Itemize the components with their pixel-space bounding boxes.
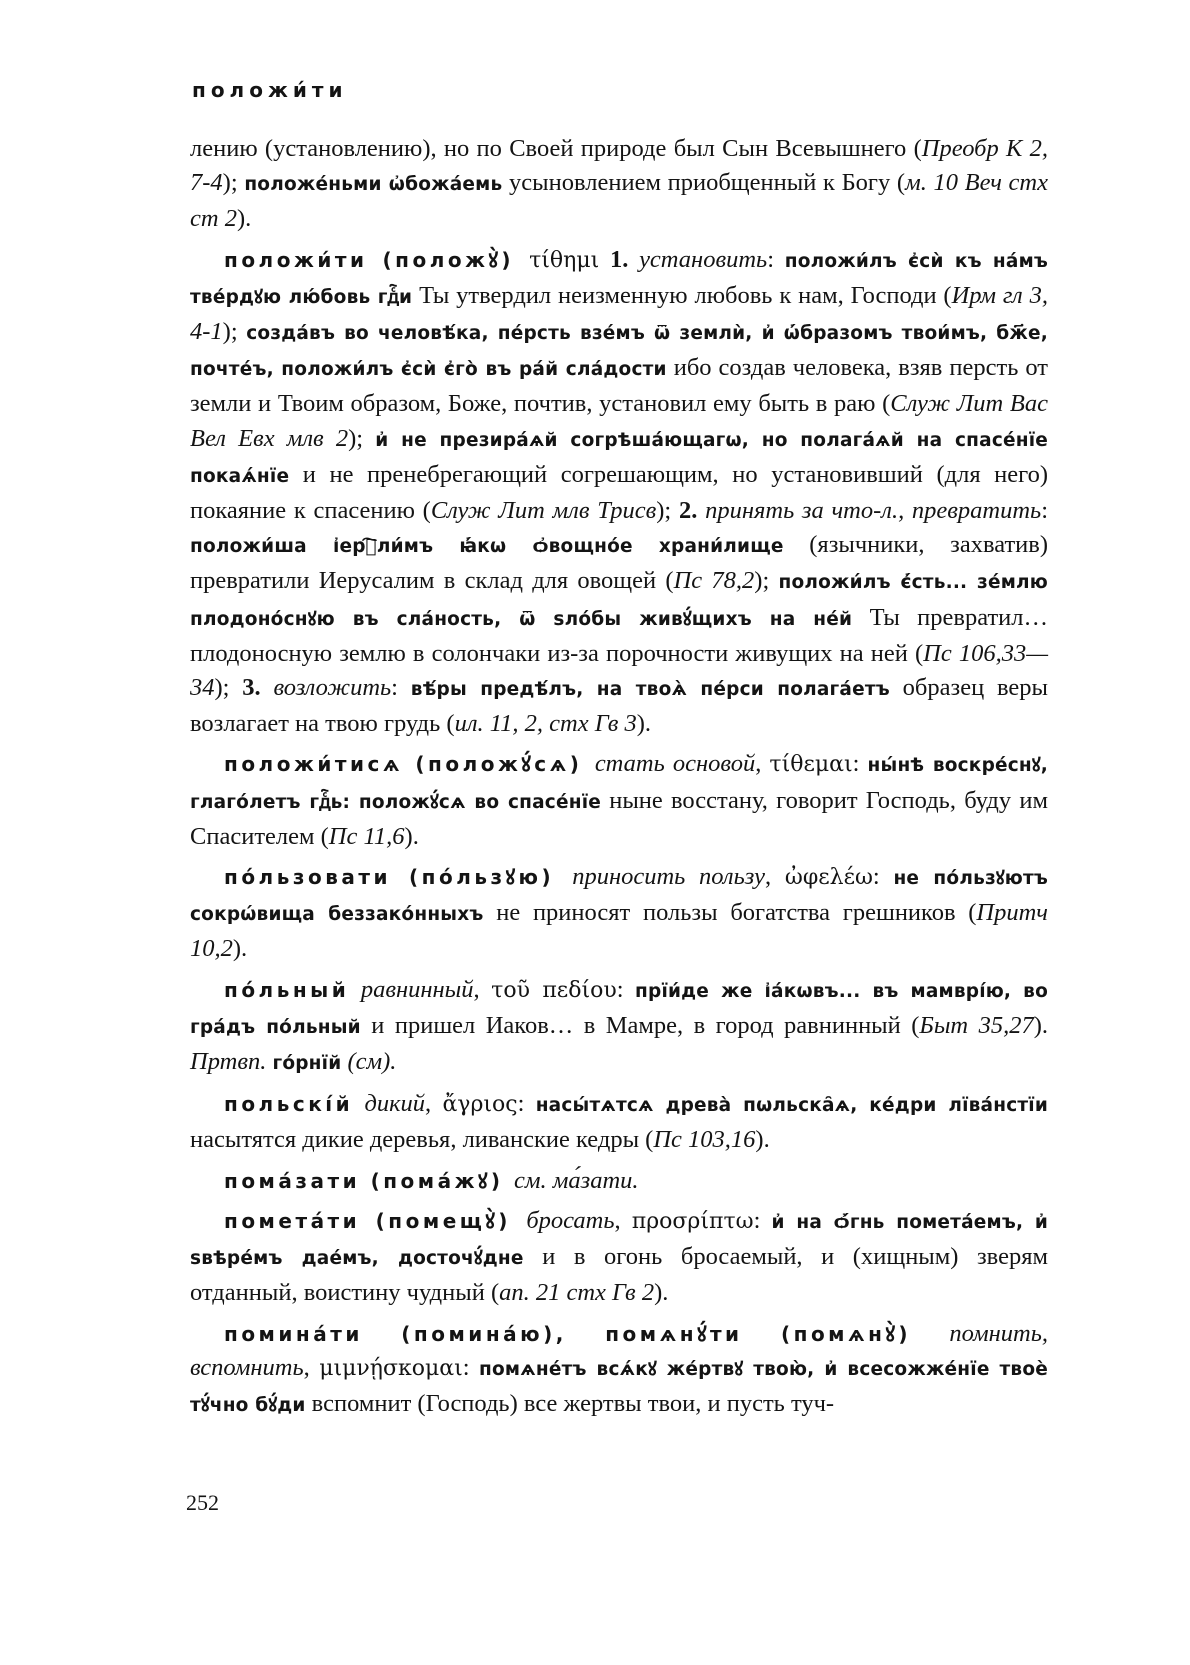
punctuation: : — [1041, 497, 1049, 525]
translation-text: не приносят пользы богатства грешников ( — [483, 899, 977, 927]
church-slavonic-quote: го́рнїй — [272, 1053, 342, 1075]
sense-meaning: помнить, вспомнить — [190, 1319, 1048, 1381]
translation-text: вспомнит (Господь) все жертвы твои, и пусть туч- — [305, 1389, 835, 1417]
headword: по́льный — [224, 977, 350, 1002]
church-slavonic-quote: и҆ не презира́ѧй согрѣша́ющагѡ, но полага́ѧй на спасе́нїе покаѧ́нїе — [190, 429, 1049, 487]
cross-reference: (см). — [347, 1048, 397, 1076]
translation-text: усыновлением приобщенный к Богу ( — [502, 169, 906, 197]
punctuation: : — [517, 1090, 536, 1118]
translation-text: Ты превратил… плодоносную землю в солончаки из-за порочности живущих на ней ( — [190, 603, 1049, 667]
translation-text: и пришел Иаков… в Мамре, в город равнинный ( — [360, 1011, 920, 1039]
punctuation: : — [391, 674, 411, 702]
translation-text: и не пренебрегающий согрешающим, но установивший (для него) покаяние к спасению ( — [190, 460, 1048, 525]
punctuation: : — [872, 863, 894, 891]
church-slavonic-quote: положи́лъ є҆сѝ къ на́мъ тве́рдꙋю лю́бовь гдⷭ҇и — [190, 250, 1049, 308]
source-reference: Служ Лит Вас Вел Евх млв 2 — [190, 390, 1048, 452]
greek-equivalent: μιμνῄσκομαι — [319, 1355, 463, 1381]
church-slavonic-quote: положи́лъ є҆́сть... зе́млю плодоно́снꙋю въ сла́ность, ѿ ѕло́бы живꙋ́щихъ на не́й — [190, 572, 1048, 630]
punctuation: ); — [222, 169, 245, 197]
entry-polzovati — [190, 860, 1048, 967]
source-reference: Ирм гл 3, 4-1 — [190, 281, 1048, 346]
church-slavonic-quote: ны́нѣ воскре́снꙋ, глаго́летъ гдⷭ҇ь: положꙋ́сѧ во спасе́нїе — [190, 755, 1049, 813]
spacer — [353, 1090, 364, 1117]
running-head: положи́ти — [192, 78, 348, 102]
greek-equivalent: ὠφελέω — [784, 865, 873, 891]
punctuation: : — [616, 975, 636, 1003]
greek-equivalent: τίθεμαι — [769, 752, 853, 778]
church-slavonic-quote: созда́въ во человѣ́ка, пе́рсть взе́мъ ѿ землѝ, и҆ ѡ҆́бразомъ твои́мъ, бж҃е, почте́ъ, положи́лъ є҆сѝ є҆го̀ въ ра́й сла́дости — [190, 323, 1048, 381]
punctuation: ); — [222, 318, 247, 346]
source-reference: Преобр К 2, 7-4 — [190, 135, 1048, 197]
translation-text: и в огонь бросаемый, и (хищным) зверям отданный, воистину чудный ( — [190, 1243, 1048, 1307]
cross-reference: см. ма́зати. — [514, 1166, 639, 1194]
entry-polozhiti — [190, 243, 1048, 742]
punctuation: ). — [404, 822, 419, 850]
punctuation: ); — [656, 497, 679, 525]
translation-text: Ты утвердил неизменную любовь к нам, Господи ( — [412, 281, 952, 309]
headword: польскі́й — [224, 1092, 354, 1117]
sense-meaning: бросать — [526, 1206, 615, 1234]
headword: пометáти — [224, 1208, 361, 1233]
headword: положи́тисѧ — [224, 752, 403, 777]
punctuation: ). — [636, 710, 652, 738]
punctuation: : — [462, 1353, 480, 1381]
translation-text: ныне восстану, говорит Господь, буду им Спасителем ( — [190, 786, 1048, 850]
entry-polskiy — [190, 1087, 1048, 1157]
source-reference: Пс 11,6 — [328, 822, 405, 850]
church-slavonic-quote: положе́ньми ѡ҆божа́емь — [244, 174, 503, 196]
antonym-label: Пртвп. — [190, 1048, 267, 1076]
punctuation: , — [473, 975, 492, 1003]
greek-equivalent: τοῦ πεδίου — [491, 977, 617, 1003]
sense-meaning: стать основой — [594, 750, 756, 778]
greek-equivalent: προσρίπτω — [631, 1208, 754, 1234]
entry-pominati — [190, 1317, 1048, 1424]
source-reference: Пс 106,33—34 — [190, 639, 1049, 702]
punctuation: , — [425, 1090, 443, 1118]
headword-form: (помѧнꙋ̀) — [742, 1321, 950, 1346]
punctuation: ). — [236, 205, 252, 233]
church-slavonic-quote: положи́ша і҆ерⷭ҇ли́мъ ꙗ҆́кѡ ѻ҆вощно́е храни́лище — [190, 536, 784, 558]
punctuation: : — [767, 245, 785, 273]
sense-meaning: установить — [639, 245, 768, 273]
church-slavonic-quote: вѣ́ры предѣ́лъ, на твоѧ̀ пе́рси полага́етъ — [410, 679, 890, 701]
headword-form: (помина́ю), — [362, 1321, 606, 1346]
church-slavonic-quote: прїи́де же і҆а́кѡвъ... въ мамврі́ю, во гра́дъ по́льный — [190, 980, 1048, 1038]
headword: по́льзовати — [224, 865, 391, 890]
source-reference: Притч 10,2 — [190, 899, 1048, 963]
punctuation: , — [614, 1206, 632, 1234]
punctuation: ). — [755, 1126, 770, 1154]
dictionary-text — [190, 132, 1048, 1429]
church-slavonic-quote: и҆ на ѻ҆́гнь помета́емъ, и҆ ѕвѣре́мъ дае́мъ, досточꙋ́дне — [190, 1211, 1048, 1270]
headword-form: (положꙋ́сѧ) — [402, 752, 595, 777]
punctuation: , — [755, 750, 770, 778]
headword: помина́ти — [224, 1321, 363, 1346]
source-reference: ил. 11, 2, стх Гв 3 — [454, 710, 637, 738]
translation-text: (язычники, захватив) превратили Иерусалим в склад для овощей ( — [190, 531, 1048, 595]
punctuation: ). — [654, 1279, 669, 1307]
entry-polozhitisya — [190, 747, 1048, 854]
sense-number: 1. — [599, 245, 640, 273]
sense-number: 3. — [242, 674, 274, 702]
entry-continuation — [190, 132, 1048, 237]
entry-pomazati — [190, 1164, 1048, 1198]
entry-pometati — [190, 1204, 1048, 1311]
translation-text: лению (установлению), но по Своей природе был Сын Всевышнего ( — [190, 135, 922, 162]
source-reference: Пс 78,2 — [673, 567, 755, 595]
punctuation: : — [852, 750, 868, 778]
headword-form: (пома́жꙋ) — [360, 1168, 515, 1193]
sense-meaning: дикий — [364, 1090, 426, 1118]
punctuation: , — [765, 863, 785, 891]
translation-text: насытятся дикие деревья, ливанские кедры ( — [190, 1126, 654, 1154]
punctuation: ); — [754, 567, 779, 595]
source-reference: м. 10 Веч стх ст 2 — [190, 169, 1049, 233]
punctuation: : — [753, 1206, 772, 1234]
source-reference: ап. 21 стх Гв 2 — [499, 1279, 655, 1307]
source-reference: Пс 103,16 — [653, 1126, 756, 1154]
sense-number: 2. — [678, 497, 706, 525]
spacer — [349, 976, 361, 1003]
headword: положи́ти — [224, 247, 368, 272]
source-reference: Быт 35,27 — [919, 1011, 1034, 1039]
church-slavonic-quote: не по́льзꙋютъ сокрѡ́вища беззако́нныхъ — [190, 868, 1048, 926]
church-slavonic-quote: помѧне́тъ всѧ́кꙋ же́ртвꙋ твою̀, и҆ всесожже́нїе твоѐ тꙋ́чно бꙋ́ди — [190, 1358, 1049, 1416]
headword: пома́зати — [224, 1168, 361, 1193]
headword-form: (по́льзꙋю) — [390, 865, 573, 890]
greek-equivalent: ἄγριος — [442, 1092, 518, 1118]
headword-form: (положꙋ̀) — [367, 247, 530, 272]
punctuation: ); — [348, 424, 376, 452]
punctuation: ); — [214, 674, 243, 702]
page-number: 252 — [186, 1490, 219, 1515]
source-reference: Служ Лит млв Трисв — [430, 497, 657, 525]
sense-meaning: принять за что-л., превратить — [705, 497, 1042, 525]
translation-text: ибо создав человека, взяв персть от земли и Твоим образом, Боже, почтив, установил ему быть в раю ( — [190, 354, 1048, 418]
headword-form: (помещꙋ̀) — [360, 1208, 527, 1233]
greek-equivalent: τίθημι — [529, 247, 600, 273]
sense-meaning: возложить — [273, 674, 392, 702]
translation-text: образец веры возлагает на твою грудь ( — [190, 674, 1049, 738]
punctuation: , — [303, 1353, 320, 1381]
punctuation: ). — [232, 935, 248, 963]
sense-meaning: равнинный — [360, 975, 474, 1003]
headword: помѧнꙋ́ти — [605, 1321, 743, 1346]
church-slavonic-quote: насы́тѧтсѧ древа̀ пѡльска̑ѧ, ке́дри лїва́нстїи — [535, 1095, 1048, 1117]
sense-meaning: приносить пользу — [572, 863, 766, 891]
entry-polny — [190, 973, 1048, 1082]
punctuation: ). — [1033, 1011, 1048, 1039]
